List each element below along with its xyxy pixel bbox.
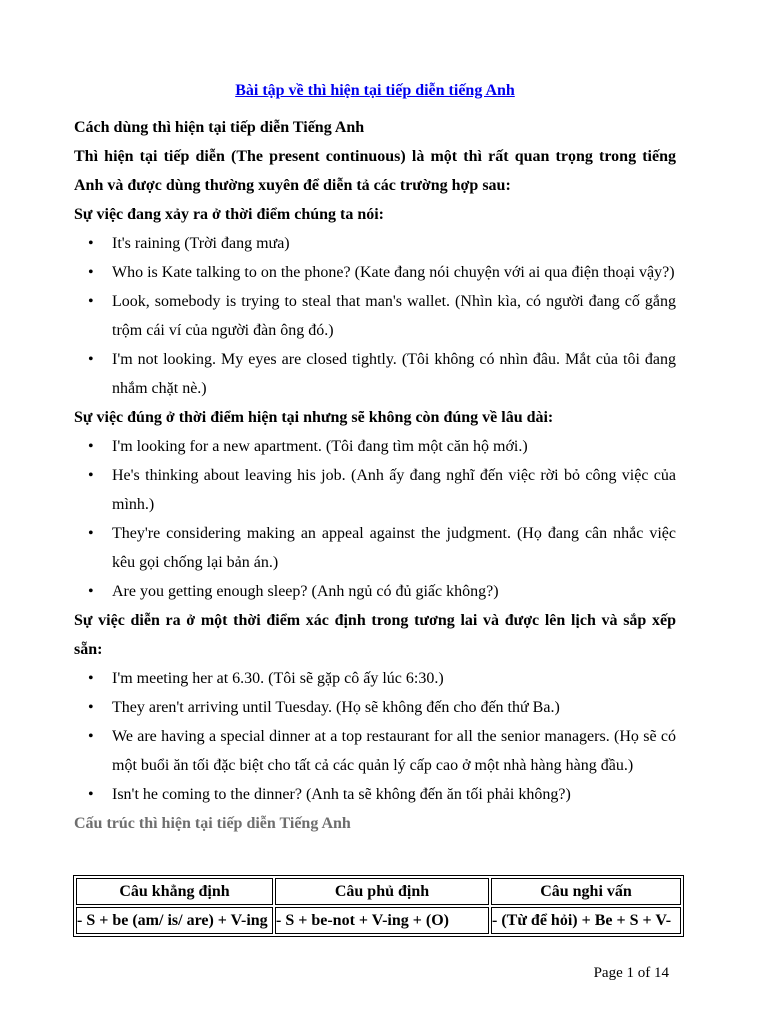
- bullet-icon: •: [88, 235, 94, 252]
- section-heading-2: Sự việc đúng ở thời điểm hiện tại nhưng sẽ không còn đúng về lâu dài:: [74, 409, 554, 426]
- bullet-icon: •: [88, 525, 94, 542]
- bullet-icon: •: [88, 467, 94, 484]
- page-number: Page 1 of 14: [593, 965, 669, 981]
- structure-table: [73, 875, 684, 937]
- table-header-negative: Câu phủ định: [275, 878, 489, 905]
- bullet-icon: •: [88, 699, 94, 716]
- table-row: [76, 907, 681, 934]
- list-item: • We are having a special dinner at a top restaurant for all the senior managers. (Họ sẽ có một buổi ăn tối đặc biệt cho tất cả các quản lý cấp cao ở một nhà hàng hàng đầu.): [74, 722, 676, 780]
- bullet-list-1: [74, 229, 676, 403]
- table-cell-negative: - S + be-not + V-ing + (O): [275, 907, 489, 934]
- list-item: • They aren't arriving until Tuesday. (Họ sẽ không đến cho đến thứ Ba.): [74, 693, 676, 722]
- list-item: • They're considering making an appeal against the judgment. (Họ đang cân nhắc việc kêu gọi chống lại bản án.): [74, 519, 676, 577]
- bullet-icon: •: [88, 583, 94, 600]
- table-header-row: [76, 878, 681, 905]
- list-item: • Look, somebody is trying to steal that man's wallet. (Nhìn kìa, có người đang cố gắng trộm cái ví của người đàn ông đó.): [74, 287, 676, 345]
- list-item: • I'm meeting her at 6.30. (Tôi sẽ gặp cô ấy lúc 6:30.): [74, 664, 676, 693]
- table-cell-affirmative: - S + be (am/ is/ are) + V-ing: [76, 907, 273, 934]
- bullet-icon: •: [88, 264, 94, 281]
- bullet-icon: •: [88, 438, 94, 455]
- list-item: • I'm looking for a new apartment. (Tôi đang tìm một căn hộ mới.): [74, 432, 676, 461]
- table-header-affirmative: Câu khẳng định: [76, 878, 273, 905]
- bullet-list-3: [74, 664, 676, 809]
- bullet-icon: •: [88, 293, 94, 310]
- section-heading-3: Sự việc diễn ra ở một thời điểm xác định trong tương lai và được lên lịch và sắp xếp sẵn:: [74, 612, 676, 658]
- document-page: [74, 76, 676, 838]
- bullet-list-2: [74, 432, 676, 606]
- table-cell-interrogative: - (Từ để hỏi) + Be + S + V-: [491, 907, 681, 934]
- structure-heading: Cấu trúc thì hiện tại tiếp diễn Tiếng Anh: [74, 815, 351, 832]
- bullet-icon: •: [88, 351, 94, 368]
- list-item: • He's thinking about leaving his job. (Anh ấy đang nghĩ đến việc rời bỏ công việc của mình.): [74, 461, 676, 519]
- bullet-icon: •: [88, 670, 94, 687]
- list-item: • It's raining (Trời đang mưa): [74, 229, 676, 258]
- list-item: • Are you getting enough sleep? (Anh ngủ có đủ giấc không?): [74, 577, 676, 606]
- intro-paragraph: Thì hiện tại tiếp diễn (The present continuous) là một thì rất quan trọng trong tiếng Anh và được dùng thường xuyên để diễn tả các trường hợp sau:: [74, 148, 676, 194]
- table-header-interrogative: Câu nghi vấn: [491, 878, 681, 905]
- list-item: • Who is Kate talking to on the phone? (Kate đang nói chuyện với ai qua điện thoại vậy?): [74, 258, 676, 287]
- list-item: • I'm not looking. My eyes are closed tightly. (Tôi không có nhìn đâu. Mắt của tôi đang nhắm chặt nè.): [74, 345, 676, 403]
- bullet-icon: •: [88, 728, 94, 745]
- document-title-link[interactable]: Bài tập về thì hiện tại tiếp diễn tiếng Anh: [235, 82, 515, 99]
- list-item: • Isn't he coming to the dinner? (Anh ta sẽ không đến ăn tối phải không?): [74, 780, 676, 809]
- bullet-icon: •: [88, 786, 94, 803]
- usage-heading: Cách dùng thì hiện tại tiếp diễn Tiếng Anh: [74, 119, 365, 136]
- section-heading-1: Sự việc đang xảy ra ở thời điểm chúng ta nói:: [74, 206, 385, 223]
